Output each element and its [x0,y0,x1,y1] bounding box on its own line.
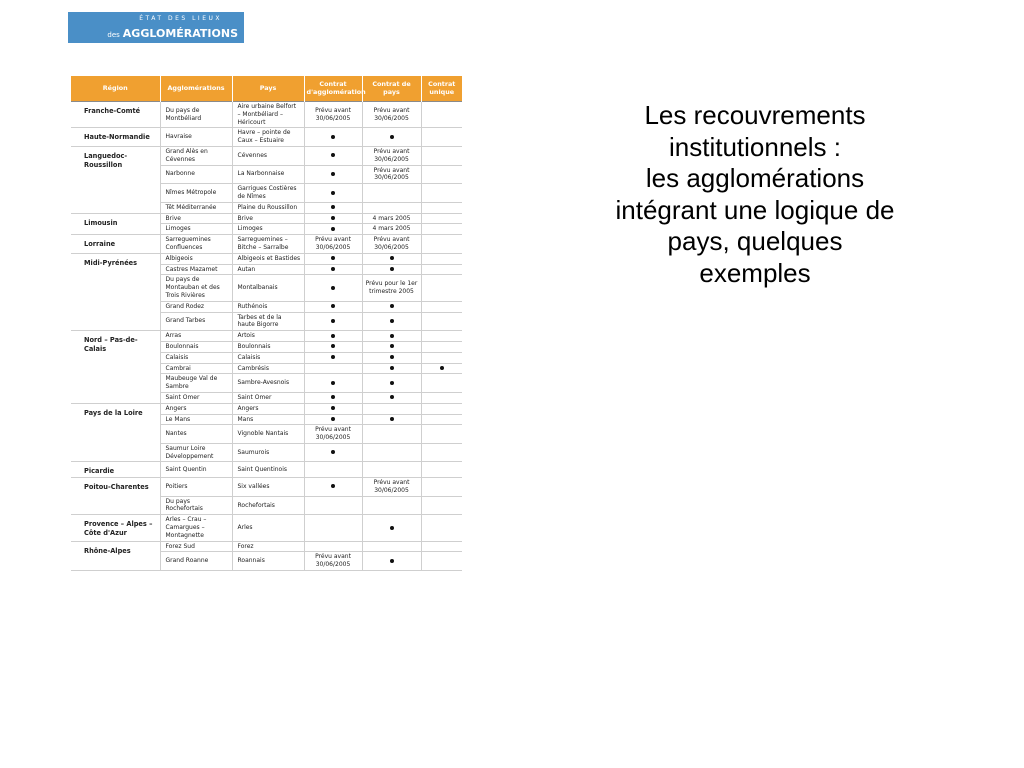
contrat-unique-cell [421,202,462,213]
pays-cell: Mans [232,414,304,425]
contrat-agglomeration-cell [304,146,362,165]
contrat-agglomeration-cell [304,443,362,462]
table-row [71,478,462,497]
contrat-pays-cell [362,352,421,363]
contrat-agglomeration-cell [304,352,362,363]
agglomeration-cell: Du pays Rochefortais [160,496,232,515]
pays-cell: Cévennes [232,146,304,165]
contrat-unique-cell [421,478,462,497]
contrat-pays-cell [362,392,421,403]
bullet-dot-icon [331,417,335,421]
pays-cell: Boulonnais [232,341,304,352]
logo-line-2-small: des [107,31,120,39]
contrat-pays-cell [362,374,421,393]
table-row [71,515,462,541]
bullet-dot-icon [331,286,335,290]
table-row [71,128,462,147]
pays-cell: Limoges [232,224,304,235]
pays-cell: Artois [232,331,304,342]
contrat-agglomeration-cell [304,275,362,301]
table-row [71,235,462,254]
agglomeration-cell: Albigeois [160,253,232,264]
contrat-agglomeration-cell [304,541,362,552]
pays-cell: Angers [232,403,304,414]
contrat-unique-cell [421,425,462,444]
contrat-pays-cell [362,253,421,264]
title-line: exemples [699,257,811,288]
region-cell: Languedoc-Roussillon [71,146,160,213]
title-line: pays, quelques [667,226,843,256]
pays-cell: Autan [232,264,304,275]
contrat-agglomeration-cell [304,392,362,403]
header-agglomerations: Agglomérations [160,76,232,102]
contrat-agglomeration-cell [304,301,362,312]
agglomeration-cell: Angers [160,403,232,414]
pays-cell: Garrigues Costières de Nîmes [232,184,304,203]
contrat-agglomeration-cell [304,331,362,342]
contrat-unique-cell [421,224,462,235]
table-row [71,331,462,342]
pays-cell: Sambre-Avesnois [232,374,304,393]
contrat-pays-cell [362,443,421,462]
agglomeration-cell: Saint Omer [160,392,232,403]
bullet-dot-icon [331,450,335,454]
agglomeration-cell: Grand Roanne [160,552,232,571]
agglomeration-cell: Grand Rodez [160,301,232,312]
agglomeration-cell: Nantes [160,425,232,444]
agglomeration-cell: Boulonnais [160,341,232,352]
contrat-agglomeration-cell [304,184,362,203]
bullet-dot-icon [390,267,394,271]
bullet-dot-icon [331,191,335,195]
contrat-unique-cell [421,414,462,425]
region-cell: Nord – Pas-de-Calais [71,331,160,404]
contrat-unique-cell [421,146,462,165]
contrat-agglomeration-cell [304,128,362,147]
agglomeration-cell: Arras [160,331,232,342]
contrat-agglomeration-cell [304,403,362,414]
contrat-agglomeration-cell [304,224,362,235]
contrat-agglomeration-cell [304,341,362,352]
pays-cell: Rochefortais [232,496,304,515]
pays-cell: Ruthénois [232,301,304,312]
agglomeration-cell: Nîmes Métropole [160,184,232,203]
agglomeration-cell: Castres Mazamet [160,264,232,275]
contrat-pays-cell [362,128,421,147]
bullet-dot-icon [331,135,335,139]
contrat-agglomeration-cell [304,165,362,184]
agglomeration-cell: Limoges [160,224,232,235]
pays-cell: Six vallées [232,478,304,497]
agglomeration-cell: Du pays de Montbéliard [160,102,232,128]
contrat-agglomeration-cell [304,363,362,374]
bullet-dot-icon [390,319,394,323]
contrat-pays-cell: Prévu avant 30/06/2005 [362,478,421,497]
agglomeration-cell: Arles – Crau – Camargues – Montagnette [160,515,232,541]
table-body [71,102,462,571]
contrat-pays-cell [362,552,421,571]
contrat-unique-cell [421,312,462,331]
contrat-pays-cell [362,312,421,331]
contrat-pays-cell: Prévu avant 30/06/2005 [362,102,421,128]
pays-cell: Cambrésis [232,363,304,374]
bullet-dot-icon [390,355,394,359]
agglomeration-cell: Brive [160,213,232,224]
bullet-dot-icon [331,267,335,271]
bullet-dot-icon [390,417,394,421]
agglomeration-cell: Têt Méditerranée [160,202,232,213]
title-line: Les recouvrements [644,100,866,130]
region-cell: Haute-Normandie [71,128,160,147]
contrat-unique-cell [421,352,462,363]
contrat-pays-cell [362,202,421,213]
contrat-agglomeration-cell: Prévu avant 30/06/2005 [304,425,362,444]
contrat-pays-cell [362,301,421,312]
contrat-pays-cell [362,184,421,203]
contrat-unique-cell [421,462,462,478]
contrat-agglomeration-cell: Prévu avant 30/06/2005 [304,102,362,128]
pays-cell: La Narbonnaise [232,165,304,184]
contrat-unique-cell [421,102,462,128]
table-row [71,102,462,128]
contrat-agglomeration-cell [304,496,362,515]
contrat-unique-cell [421,331,462,342]
contrat-unique-cell [421,184,462,203]
pays-cell: Brive [232,213,304,224]
agglomeration-cell: Du pays de Montauban et des Trois Rivières [160,275,232,301]
contrat-pays-cell: Prévu pour le 1er trimestre 2005 [362,275,421,301]
pays-cell: Aire urbaine Belfort – Montbéliard – Héricourt [232,102,304,128]
agglomeration-cell: Maubeuge Val de Sambre [160,374,232,393]
bullet-dot-icon [331,153,335,157]
pays-cell: Albigeois et Bastides [232,253,304,264]
region-cell: Midi-Pyrénées [71,253,160,330]
contrat-pays-cell [362,363,421,374]
contrat-pays-cell [362,515,421,541]
bullet-dot-icon [390,344,394,348]
bullet-dot-icon [390,381,394,385]
region-cell: Pays de la Loire [71,403,160,462]
bullet-dot-icon [331,381,335,385]
agglomeration-cell: Poitiers [160,478,232,497]
logo-line-1: ÉTAT DES LIEUX [139,15,222,22]
agglomeration-cell: Saumur Loire Développement [160,443,232,462]
bullet-dot-icon [331,216,335,220]
agglomeration-cell: Forez Sud [160,541,232,552]
contrat-agglomeration-cell: Prévu avant 30/06/2005 [304,552,362,571]
region-cell: Limousin [71,213,160,235]
agglomeration-cell: Saint Quentin [160,462,232,478]
region-cell: Lorraine [71,235,160,254]
contrat-agglomeration-cell [304,264,362,275]
agglomeration-cell: Grand Tarbes [160,312,232,331]
contrat-agglomeration-cell [304,478,362,497]
table-row [71,213,462,224]
contrat-unique-cell [421,253,462,264]
bullet-dot-icon [331,304,335,308]
table-header-row [71,76,462,102]
region-cell: Picardie [71,462,160,478]
table-row [71,462,462,478]
header-contrat-unique: Contrat unique [421,76,462,102]
pays-cell: Arles [232,515,304,541]
region-cell: Provence – Alpes – Côte d'Azur [71,515,160,541]
contrat-unique-cell [421,374,462,393]
bullet-dot-icon [390,395,394,399]
contrat-unique-cell [421,235,462,254]
pays-cell: Calaisis [232,352,304,363]
contrat-pays-cell: Prévu avant 30/06/2005 [362,235,421,254]
contrat-unique-cell [421,541,462,552]
slide-title [560,100,950,289]
logo-line-2-big: AGGLOMÉRATIONS [122,27,238,40]
pays-cell: Vignoble Nantais [232,425,304,444]
pays-cell: Forez [232,541,304,552]
header-contrat-pays: Contrat de pays [362,76,421,102]
title-line: institutionnels : [669,131,841,162]
bullet-dot-icon [331,227,335,231]
agglomeration-cell: Sarreguemines Confluences [160,235,232,254]
bullet-dot-icon [331,172,335,176]
contrat-pays-cell: 4 mars 2005 [362,224,421,235]
contrat-pays-cell: Prévu avant 30/06/2005 [362,146,421,165]
agglomeration-cell: Narbonne [160,165,232,184]
contrat-unique-cell [421,264,462,275]
logo [68,12,244,43]
pays-cell: Roannais [232,552,304,571]
agglomeration-cell: Havraise [160,128,232,147]
contrat-unique-cell [421,496,462,515]
contrat-pays-cell: Prévu avant 30/06/2005 [362,165,421,184]
agglomeration-cell: Le Mans [160,414,232,425]
contrat-agglomeration-cell [304,462,362,478]
pays-cell: Plaine du Roussillon [232,202,304,213]
contrat-unique-cell [421,341,462,352]
bullet-dot-icon [331,205,335,209]
header-contrat-agglomeration: Contrat d'agglomération [304,76,362,102]
contrat-unique-cell [421,275,462,301]
pays-cell: Havre – pointe de Caux – Estuaire [232,128,304,147]
table-row [71,541,462,552]
contrat-agglomeration-cell [304,414,362,425]
bullet-dot-icon [331,355,335,359]
bullet-dot-icon [331,406,335,410]
agglomeration-cell: Calaisis [160,352,232,363]
title-line: les agglomérations [645,163,865,193]
table-row [71,146,462,165]
contrat-pays-cell [362,496,421,515]
contrat-unique-cell [421,403,462,414]
bullet-dot-icon [331,319,335,323]
contrat-unique-cell [421,213,462,224]
pays-cell: Saumurois [232,443,304,462]
bullet-dot-icon [331,344,335,348]
bullet-dot-icon [390,256,394,260]
bullet-dot-icon [331,484,335,488]
contrat-unique-cell [421,392,462,403]
contrat-agglomeration-cell [304,253,362,264]
region-cell: Franche-Comté [71,102,160,128]
bullet-dot-icon [390,366,394,370]
table-row [71,403,462,414]
pays-cell: Saint Omer [232,392,304,403]
contrat-agglomeration-cell [304,374,362,393]
contrat-pays-cell [362,462,421,478]
agglomerations-table [71,76,462,571]
pays-cell: Saint Quentinois [232,462,304,478]
bullet-dot-icon [390,135,394,139]
contrat-agglomeration-cell [304,312,362,331]
contrat-pays-cell [362,264,421,275]
agglomeration-cell: Grand Alès en Cévennes [160,146,232,165]
agglomeration-cell: Cambrai [160,363,232,374]
pays-cell: Sarreguemines – Bitche – Sarralbe [232,235,304,254]
region-cell: Poitou-Charentes [71,478,160,515]
contrat-unique-cell [421,128,462,147]
title-line: intégrant une logique de [615,194,895,225]
contrat-agglomeration-cell [304,213,362,224]
contrat-unique-cell [421,552,462,571]
contrat-pays-cell [362,341,421,352]
contrat-pays-cell [362,414,421,425]
table-row [71,253,462,264]
bullet-dot-icon [390,559,394,563]
contrat-unique-cell [421,443,462,462]
contrat-unique-cell [421,301,462,312]
bullet-dot-icon [331,334,335,338]
contrat-agglomeration-cell [304,202,362,213]
bullet-dot-icon [331,395,335,399]
header-region: Région [71,76,160,102]
contrat-pays-cell [362,541,421,552]
contrat-agglomeration-cell [304,515,362,541]
contrat-pays-cell [362,425,421,444]
region-cell: Rhône-Alpes [71,541,160,570]
contrat-unique-cell [421,363,462,374]
contrat-pays-cell [362,331,421,342]
bullet-dot-icon [440,366,444,370]
contrat-agglomeration-cell: Prévu avant 30/06/2005 [304,235,362,254]
pays-cell: Montalbanais [232,275,304,301]
contrat-unique-cell [421,165,462,184]
logo-line-2 [107,27,238,40]
contrat-unique-cell [421,515,462,541]
contrat-pays-cell: 4 mars 2005 [362,213,421,224]
bullet-dot-icon [331,256,335,260]
bullet-dot-icon [390,304,394,308]
bullet-dot-icon [390,526,394,530]
bullet-dot-icon [390,334,394,338]
header-pays: Pays [232,76,304,102]
pays-cell: Tarbes et de la haute Bigorre [232,312,304,331]
contrat-pays-cell [362,403,421,414]
